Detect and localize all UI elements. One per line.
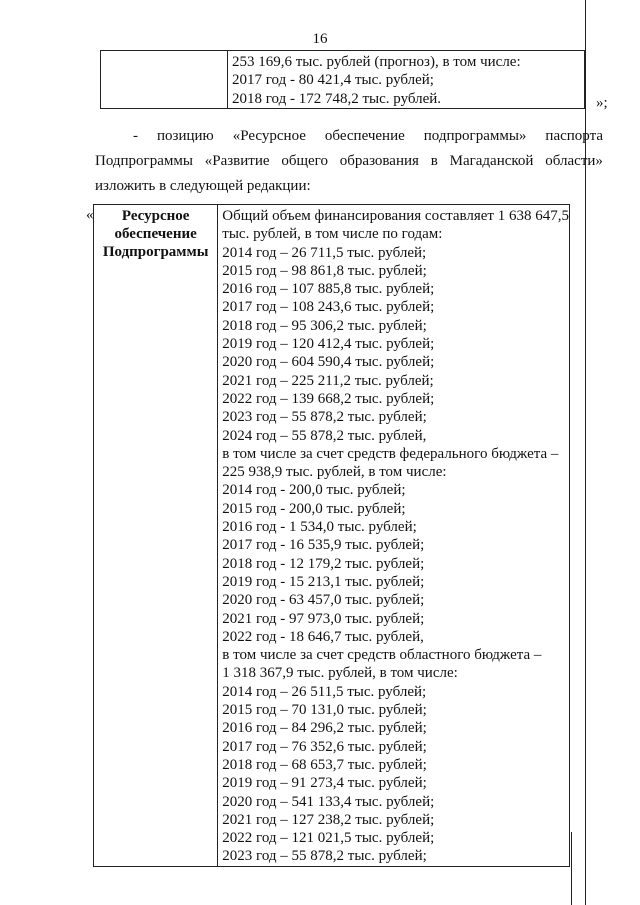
resource-line: 2016 год - 1 534,0 тыс. рублей; bbox=[222, 519, 417, 536]
resource-line: 2023 год – 55 878,2 тыс. рублей; bbox=[222, 409, 427, 426]
instruction-line-1 bbox=[133, 127, 603, 145]
resource-line: 2023 год – 55 878,2 тыс. рублей; bbox=[222, 848, 427, 865]
resource-line: 2019 год – 91 273,4 тыс. рублей; bbox=[222, 775, 427, 792]
resource-line: 2022 год – 121 021,5 тыс. рублей; bbox=[222, 830, 435, 847]
resource-line: 2020 год – 604 590,4 тыс. рублей; bbox=[222, 354, 435, 371]
resource-line: 2014 год – 26 511,5 тыс. рублей; bbox=[222, 683, 427, 700]
resource-line: 2024 год – 55 878,2 тыс. рублей, bbox=[222, 427, 427, 444]
resource-line: 2015 год – 70 131,0 тыс. рублей; bbox=[222, 702, 427, 719]
resource-line: 2022 год – 139 668,2 тыс. рублей; bbox=[222, 390, 435, 407]
instruction-word: подпрограммы» bbox=[423, 128, 527, 144]
top-table-line: 253 169,6 тыс. рублей (прогноз), в том числе: bbox=[232, 54, 521, 70]
resource-line: 2022 год - 18 646,7 тыс. рублей, bbox=[222, 628, 424, 645]
instruction-line-2 bbox=[95, 152, 603, 170]
resource-line: 2017 год - 16 535,9 тыс. рублей; bbox=[222, 537, 425, 554]
resource-label-line: Подпрограммы bbox=[102, 244, 209, 260]
resource-line: тыс. рублей, в том числе по годам: bbox=[222, 226, 443, 243]
top-table-line: 2017 год - 80 421,4 тыс. рублей; bbox=[232, 72, 434, 89]
resource-label bbox=[94, 205, 217, 261]
resource-line: 1 318 367,9 тыс. рублей, в том числе: bbox=[222, 665, 458, 682]
resource-line: Общий объем финансирования составляет 1 638 647,5 bbox=[222, 208, 569, 224]
resource-line: 2021 год - 97 973,0 тыс. рублей; bbox=[222, 610, 425, 627]
resource-label-line: обеспечение bbox=[114, 226, 197, 242]
resource-label-cell bbox=[94, 205, 218, 867]
resource-line: 2014 год – 26 711,5 тыс. рублей; bbox=[222, 244, 427, 261]
resource-line: 2017 год – 76 352,6 тыс. рублей; bbox=[222, 738, 427, 755]
resource-line: 2015 год - 200,0 тыс. рублей; bbox=[222, 500, 406, 517]
resource-line: 2016 год – 84 296,2 тыс. рублей; bbox=[222, 720, 427, 737]
instruction-word: «Ресурсное bbox=[232, 128, 306, 144]
top-table-empty-cell bbox=[101, 51, 228, 109]
resource-line: 2016 год – 107 885,8 тыс. рублей; bbox=[222, 281, 435, 298]
resource-line: 2021 год – 225 211,2 тыс. рублей; bbox=[222, 372, 434, 389]
instruction-word: области» bbox=[545, 153, 603, 169]
open-quote: « bbox=[86, 207, 94, 223]
resource-line: 2018 год – 68 653,7 тыс. рублей; bbox=[222, 756, 427, 773]
instruction-word: позицию bbox=[157, 128, 214, 144]
resource-line: 2018 год - 12 179,2 тыс. рублей; bbox=[222, 555, 425, 572]
resource-label-line: Ресурсное bbox=[121, 208, 190, 224]
resource-line: 2019 год - 15 213,1 тыс. рублей; bbox=[222, 573, 425, 590]
top-table-content-cell bbox=[228, 51, 585, 109]
resource-content-cell bbox=[218, 205, 570, 867]
resource-line: в том числе за счет средств федерального бюджета – bbox=[222, 445, 559, 462]
instruction-word: Подпрограммы bbox=[95, 153, 193, 169]
resource-line: 2018 год – 95 306,2 тыс. рублей; bbox=[222, 317, 427, 334]
top-table-line: 2018 год - 172 748,2 тыс. рублей. bbox=[232, 90, 442, 107]
resource-line: 2020 год – 541 133,4 тыс. рублей; bbox=[222, 793, 435, 810]
resource-line: 225 938,9 тыс. рублей, в том числе: bbox=[222, 464, 447, 481]
instruction-word: - bbox=[133, 128, 138, 144]
instruction-word: паспорта bbox=[545, 128, 603, 144]
resource-line: 2015 год – 98 861,8 тыс. рублей; bbox=[222, 262, 427, 279]
page-number: 16 bbox=[312, 31, 328, 47]
instruction-line-3: изложить в следующей редакции: bbox=[95, 178, 311, 194]
instruction-word: образования bbox=[339, 153, 419, 169]
resource-line: в том числе за счет средств областного бюджета – bbox=[222, 647, 542, 664]
instruction-word: Магаданской bbox=[449, 153, 534, 169]
scan-line-lower bbox=[571, 832, 572, 905]
resource-table bbox=[93, 204, 570, 867]
resource-line: 2021 год – 127 238,2 тыс. рублей; bbox=[222, 811, 435, 828]
instruction-word: «Развитие bbox=[204, 153, 270, 169]
top-table bbox=[100, 50, 585, 109]
instruction-word: общего bbox=[281, 153, 328, 169]
instruction-word: обеспечение bbox=[324, 128, 405, 144]
resource-line: 2014 год - 200,0 тыс. рублей; bbox=[222, 482, 406, 499]
resource-line: 2019 год – 120 412,4 тыс. рублей; bbox=[222, 336, 435, 353]
resource-line: 2017 год – 108 243,6 тыс. рублей; bbox=[222, 299, 435, 316]
resource-line: 2020 год - 63 457,0 тыс. рублей; bbox=[222, 592, 425, 609]
closing-quote: »; bbox=[596, 95, 608, 111]
instruction-word: в bbox=[430, 153, 438, 169]
